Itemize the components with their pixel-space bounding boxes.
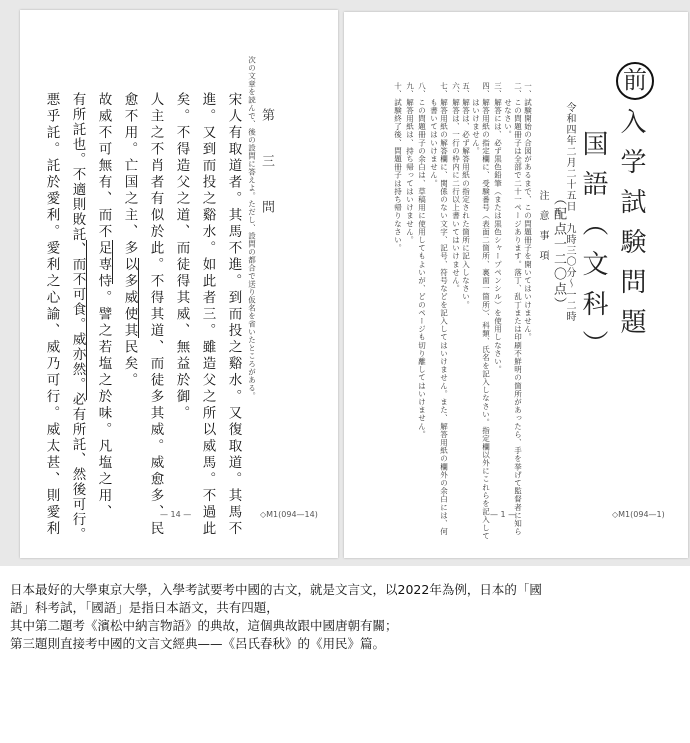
instruction-text: 次の文章を読んで、後の設問に答えよ。ただし、設問の都合で送り仮名を省いたところがある。 [247, 56, 257, 400]
classical-text-column: 故威不可無有、而不足専恃。譬之若塩之於味。凡塩之用、 [95, 92, 112, 521]
notice-item: 二、この問題冊子は全部で二十一ページあります。落丁、乱丁または印刷不鮮明の箇所があったら、手を挙げて監督者に知ら [513, 82, 523, 536]
classical-text-column: 宋人有取道者。其馬不進。到而投之谿水。又復取道。其馬不 [225, 92, 242, 538]
exam-subject: 国語（文科） [578, 130, 608, 370]
notice-item: も書いてはいけません。 [429, 82, 439, 188]
notice-item: 六、解答は、一行の枠内に二行以上書いてはいけません。 [451, 82, 461, 293]
caption-line: 其中第二題考《濱松中納言物語》的典故，這個典故跟中國唐朝有關； [10, 618, 398, 633]
notice-item: せなさい。 [503, 82, 513, 139]
notice-item: 一、試験開始の合図があるまで、この問題冊子を開いてはいけません。 [523, 82, 533, 342]
classical-text-column: 人主之不肖者有似於此。不得其道、而徒多其威。威愈多、民 [147, 92, 164, 538]
front-mark-icon: 前 [616, 62, 654, 100]
caption-line: 語」科考試，「國語」是指日本語文，共有四題， [10, 600, 279, 615]
underline-mark [138, 258, 139, 338]
notice-item: はいけません。 [471, 82, 481, 155]
caption-text [10, 581, 680, 653]
classical-text-column: 愈不用。亡国之主、多以多威使其民矣。 [121, 92, 138, 389]
exam-date: 令和四年二月二十五日 九時三〇分〜一二時 [564, 102, 575, 322]
notice-item: 八、この問題冊子の余白は、草稿用に使用してもよいが、どのページも切り離してはいけません。 [417, 82, 427, 439]
classical-text-column: 悪乎託。託於愛利。愛利之心諭、威乃可行。威太甚、則愛利 [43, 92, 60, 538]
notice-item: 七、解答用紙の解答欄に、関係のない文字、記号、符号などを記入してはいけません。また、解答用紙の欄外の余白には、何 [439, 82, 449, 536]
page-number: — 1 — [490, 510, 517, 519]
underline-mark [112, 240, 113, 284]
exam-title: 入学試験問題 [616, 108, 646, 348]
classical-text-column: 矣。不得造父之道、而徒得其威、無益於御。 [173, 92, 190, 422]
notice-item: 五、解答は、必ず解答用紙の指定された箇所に記入しなさい。 [461, 82, 471, 309]
points-label: （配点一二〇点） [551, 192, 566, 312]
classical-text-column: 進。又到而投之谿水。如此者三。雖造父之所以威馬。不過此 [199, 92, 216, 538]
underline-mark [86, 240, 87, 400]
notice-item: 十、試験終了後、問題冊子は持ち帰りなさい。 [393, 82, 403, 253]
page-code: ◇M1(094—14) [260, 510, 318, 519]
classical-text-column: 有所託也。不適則敗託、而不可食。威亦然。必有所託、然後可行。 [69, 92, 86, 542]
exam-cover-page [344, 12, 688, 558]
notice-item: 九、解答用紙は、持ち帰ってはいけません。 [405, 82, 415, 244]
exam-page-14 [20, 10, 338, 558]
section-title: 第 三 問 [259, 108, 274, 223]
caption-line: 日本最好的大學東京大學，入學考試要考中國的古文，就是文言文，以2022年為例，日本的「國 [10, 582, 542, 597]
notice-heading: 注 意 事 項 [537, 190, 548, 260]
notice-item: 三、解答には、必ず黒色鉛筆（または黒色シャープペンシル）を使用しなさい。 [493, 82, 503, 374]
page-number: — 14 — [160, 510, 192, 519]
notice-item: 四、解答用紙の指定欄に、受験番号（表面二箇所、裏面一箇所）、科類、氏名を記入しなさい。指定欄以外にこれらを記入して [481, 82, 491, 540]
caption-line: 第三題則直接考中國的文言文經典——《呂氏春秋》的《用民》篇。 [10, 636, 386, 651]
page-code: ◇M1(094—1) [612, 510, 665, 519]
